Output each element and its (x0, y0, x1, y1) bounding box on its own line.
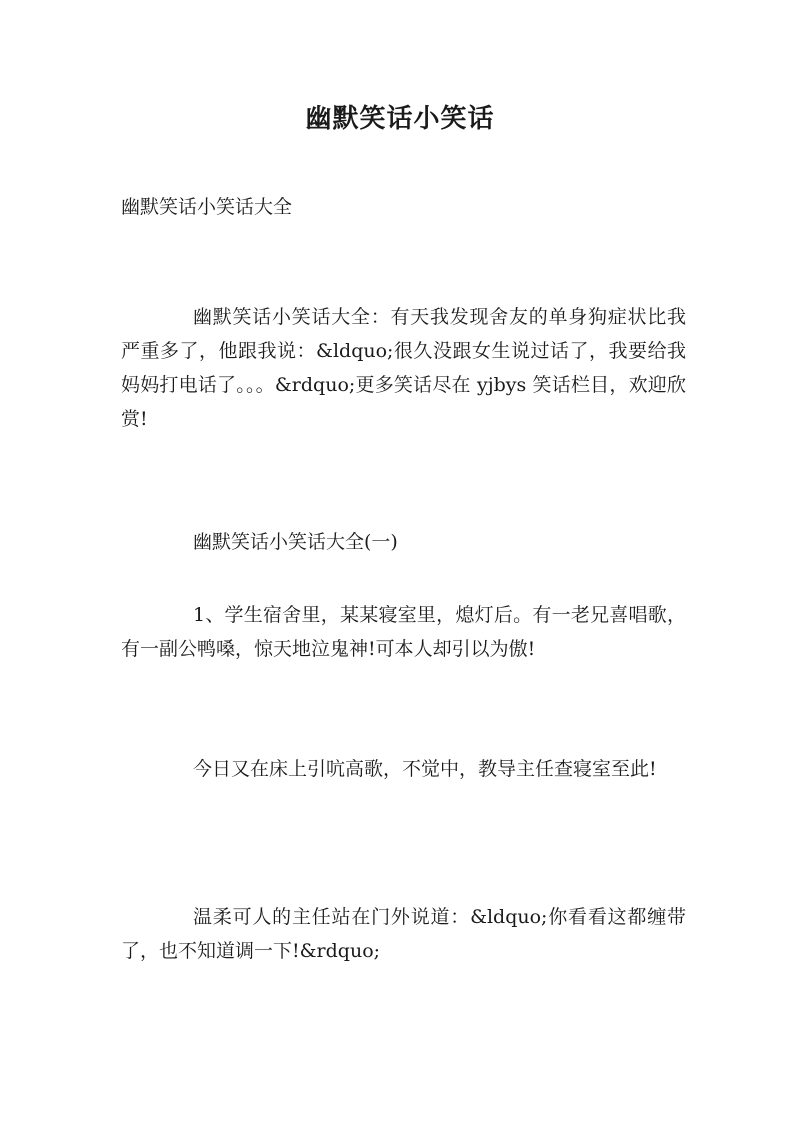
body-paragraph-3: 温柔可人的主任站在门外说道：&ldquo;你看看这都缠带了，也不知道调一下!&rdquo; (121, 906, 686, 962)
document-title: 幽默笑话小笑话 (305, 104, 495, 134)
body-paragraph-2: 今日又在床上引吭高歌，不觉中，教导主任查寝室至此! (193, 758, 657, 780)
body-paragraph-1: 1、学生宿舍里，某某寝室里，熄灯后。有一老兄喜唱歌，有一副公鸭嗓，惊天地泣鬼神!可本人却引以为傲! (121, 604, 686, 660)
document-subtitle: 幽默笑话小笑话大全 (121, 196, 293, 218)
intro-paragraph: 幽默笑话小笑话大全：有天我发现舍友的单身狗症状比我严重多了，他跟我说：&ldquo;很久没跟女生说过话了，我要给我妈妈打电话了。。。&rdquo;更多笑话尽在 yjbys 笑话栏目，欢迎欣赏! (121, 306, 686, 430)
section-heading: 幽默笑话小笑话大全(一) (193, 531, 398, 553)
